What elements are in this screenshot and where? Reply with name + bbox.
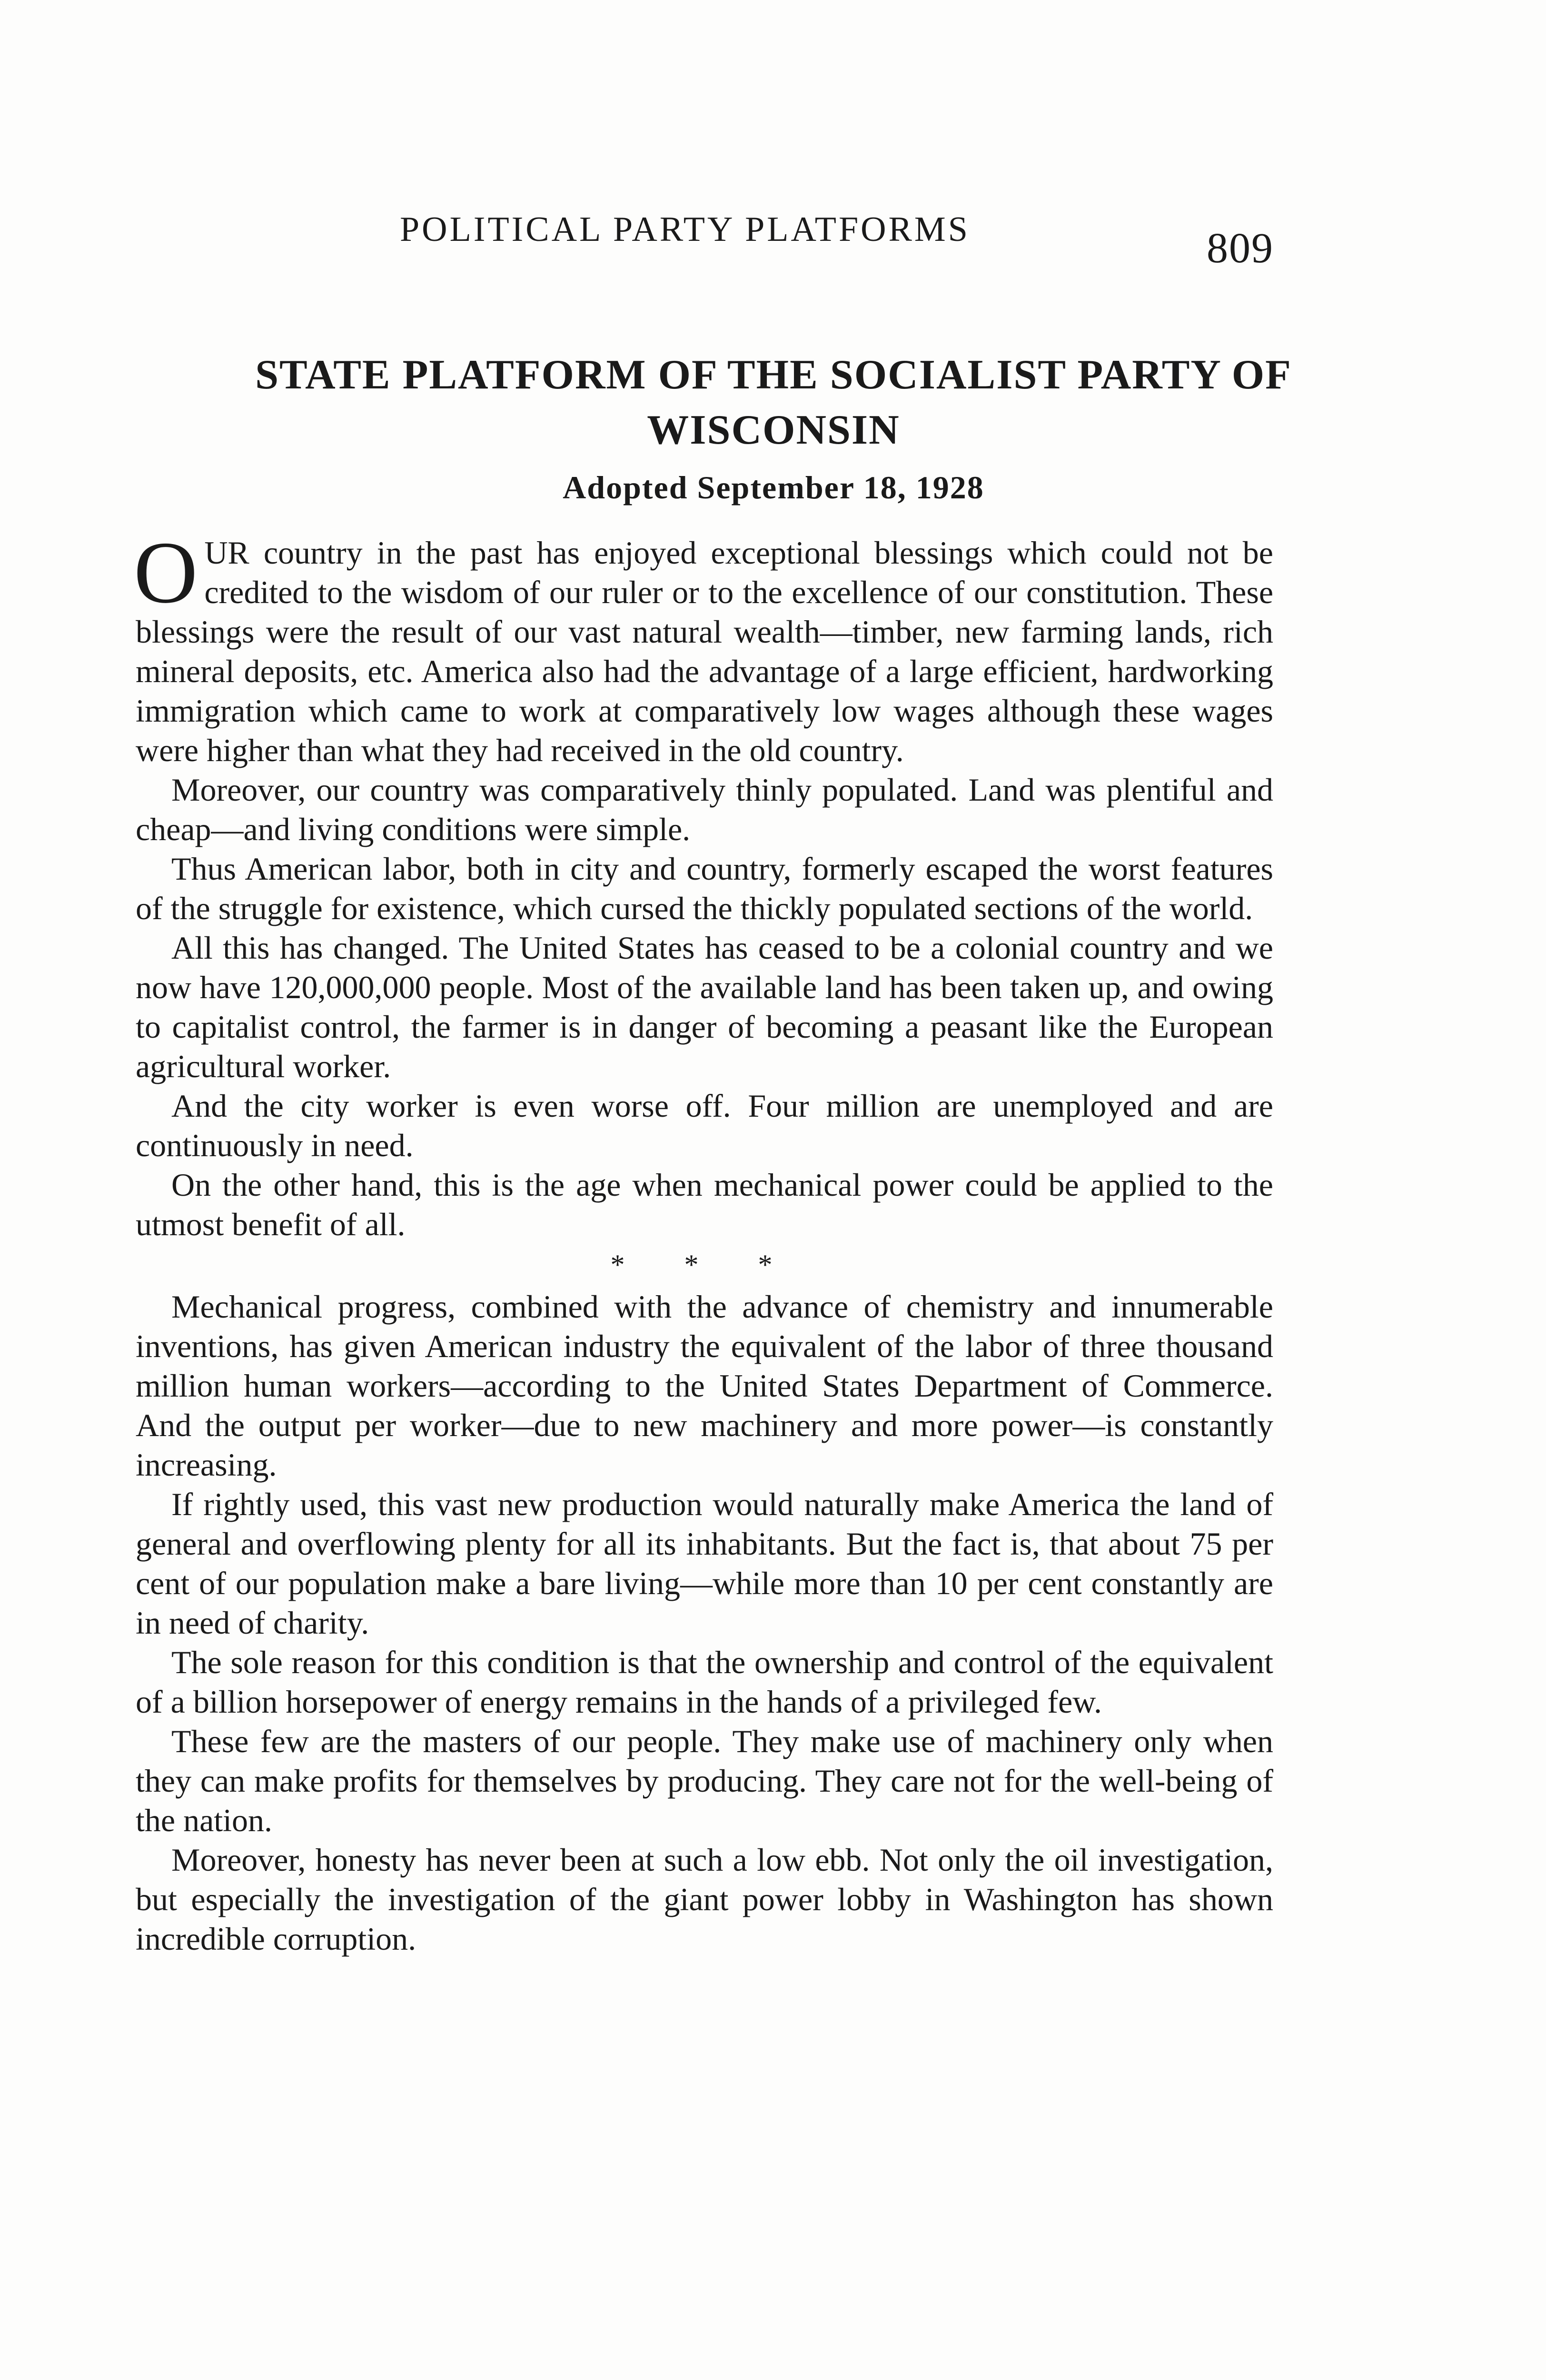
running-head: POLITICAL PARTY PLATFORMS	[400, 210, 970, 249]
body-text	[134, 524, 1273, 1959]
paragraph: On the other hand, this is the age when mechanical power could be applied to the utmost benefit of all.	[136, 1167, 1273, 1242]
paragraph: Mechanical progress, combined with the advance of chemistry and innumerable inventions, has given American industry the equivalent of the labor of three thousand million human workers—according to the United States Department of Commerce. And the output per worker—due to new machinery and more power—is constantly increasing.	[136, 1289, 1273, 1483]
paragraph: Moreover, our country was comparatively thinly populated. Land was plentiful and cheap—and living conditions were simple.	[136, 772, 1273, 847]
paragraph: These few are the masters of our people. They make use of machinery only when they can make profits for themselves by producing. They care not for the well-being of the nation.	[136, 1723, 1273, 1838]
paragraph-text: UR country in the past has enjoyed exceptional blessings which could not be credited to the wisdom of our ruler or to the excellence of our constitution. These blessings were the result of our vast natural wealth—timber, new farming lands, rich mineral deposits, etc. America also had the advantage of a large efficient, hardworking immigration which came to work at comparatively low wages although these wages were higher than what they had received in the old country.	[136, 535, 1273, 768]
page-number: 809	[1207, 225, 1274, 272]
paragraph: The sole reason for this condition is that the ownership and control of the equivalent of a billion horsepower of energy remains in the hands of a privileged few.	[136, 1644, 1273, 1720]
document-subtitle: Adopted September 18, 1928	[563, 469, 984, 506]
paragraph: And the city worker is even worse off. Four million are unemployed and are continuously in need.	[136, 1088, 1273, 1163]
paragraph: All this has changed. The United States has ceased to be a colonial country and we now have 120,000,000 people. Most of the available land has been taken up, and owing to capitalist control, the farmer is in danger of becoming a peasant like the European agricultural worker.	[136, 930, 1273, 1084]
document-title: STATE PLATFORM OF THE SOCIALIST PARTY OF WISCONSIN	[255, 352, 1292, 453]
section-separator: * * *	[610, 1249, 799, 1280]
paragraph	[134, 524, 1273, 770]
paragraph: If rightly used, this vast new production would naturally make America the land of general and overflowing plenty for all its inhabitants. But the fact is, that about 75 per cent of our population make a bare living—while more than 10 per cent constantly are in need of charity.	[136, 1486, 1273, 1641]
drop-cap: O	[134, 524, 198, 622]
paragraph: Moreover, honesty has never been at such a low ebb. Not only the oil investigation, but especially the investigation of the giant power lobby in Washington has shown incredible corruption.	[136, 1842, 1273, 1957]
paragraph: Thus American labor, both in city and country, formerly escaped the worst features of the struggle for existence, which cursed the thickly populated sections of the world.	[136, 851, 1273, 926]
